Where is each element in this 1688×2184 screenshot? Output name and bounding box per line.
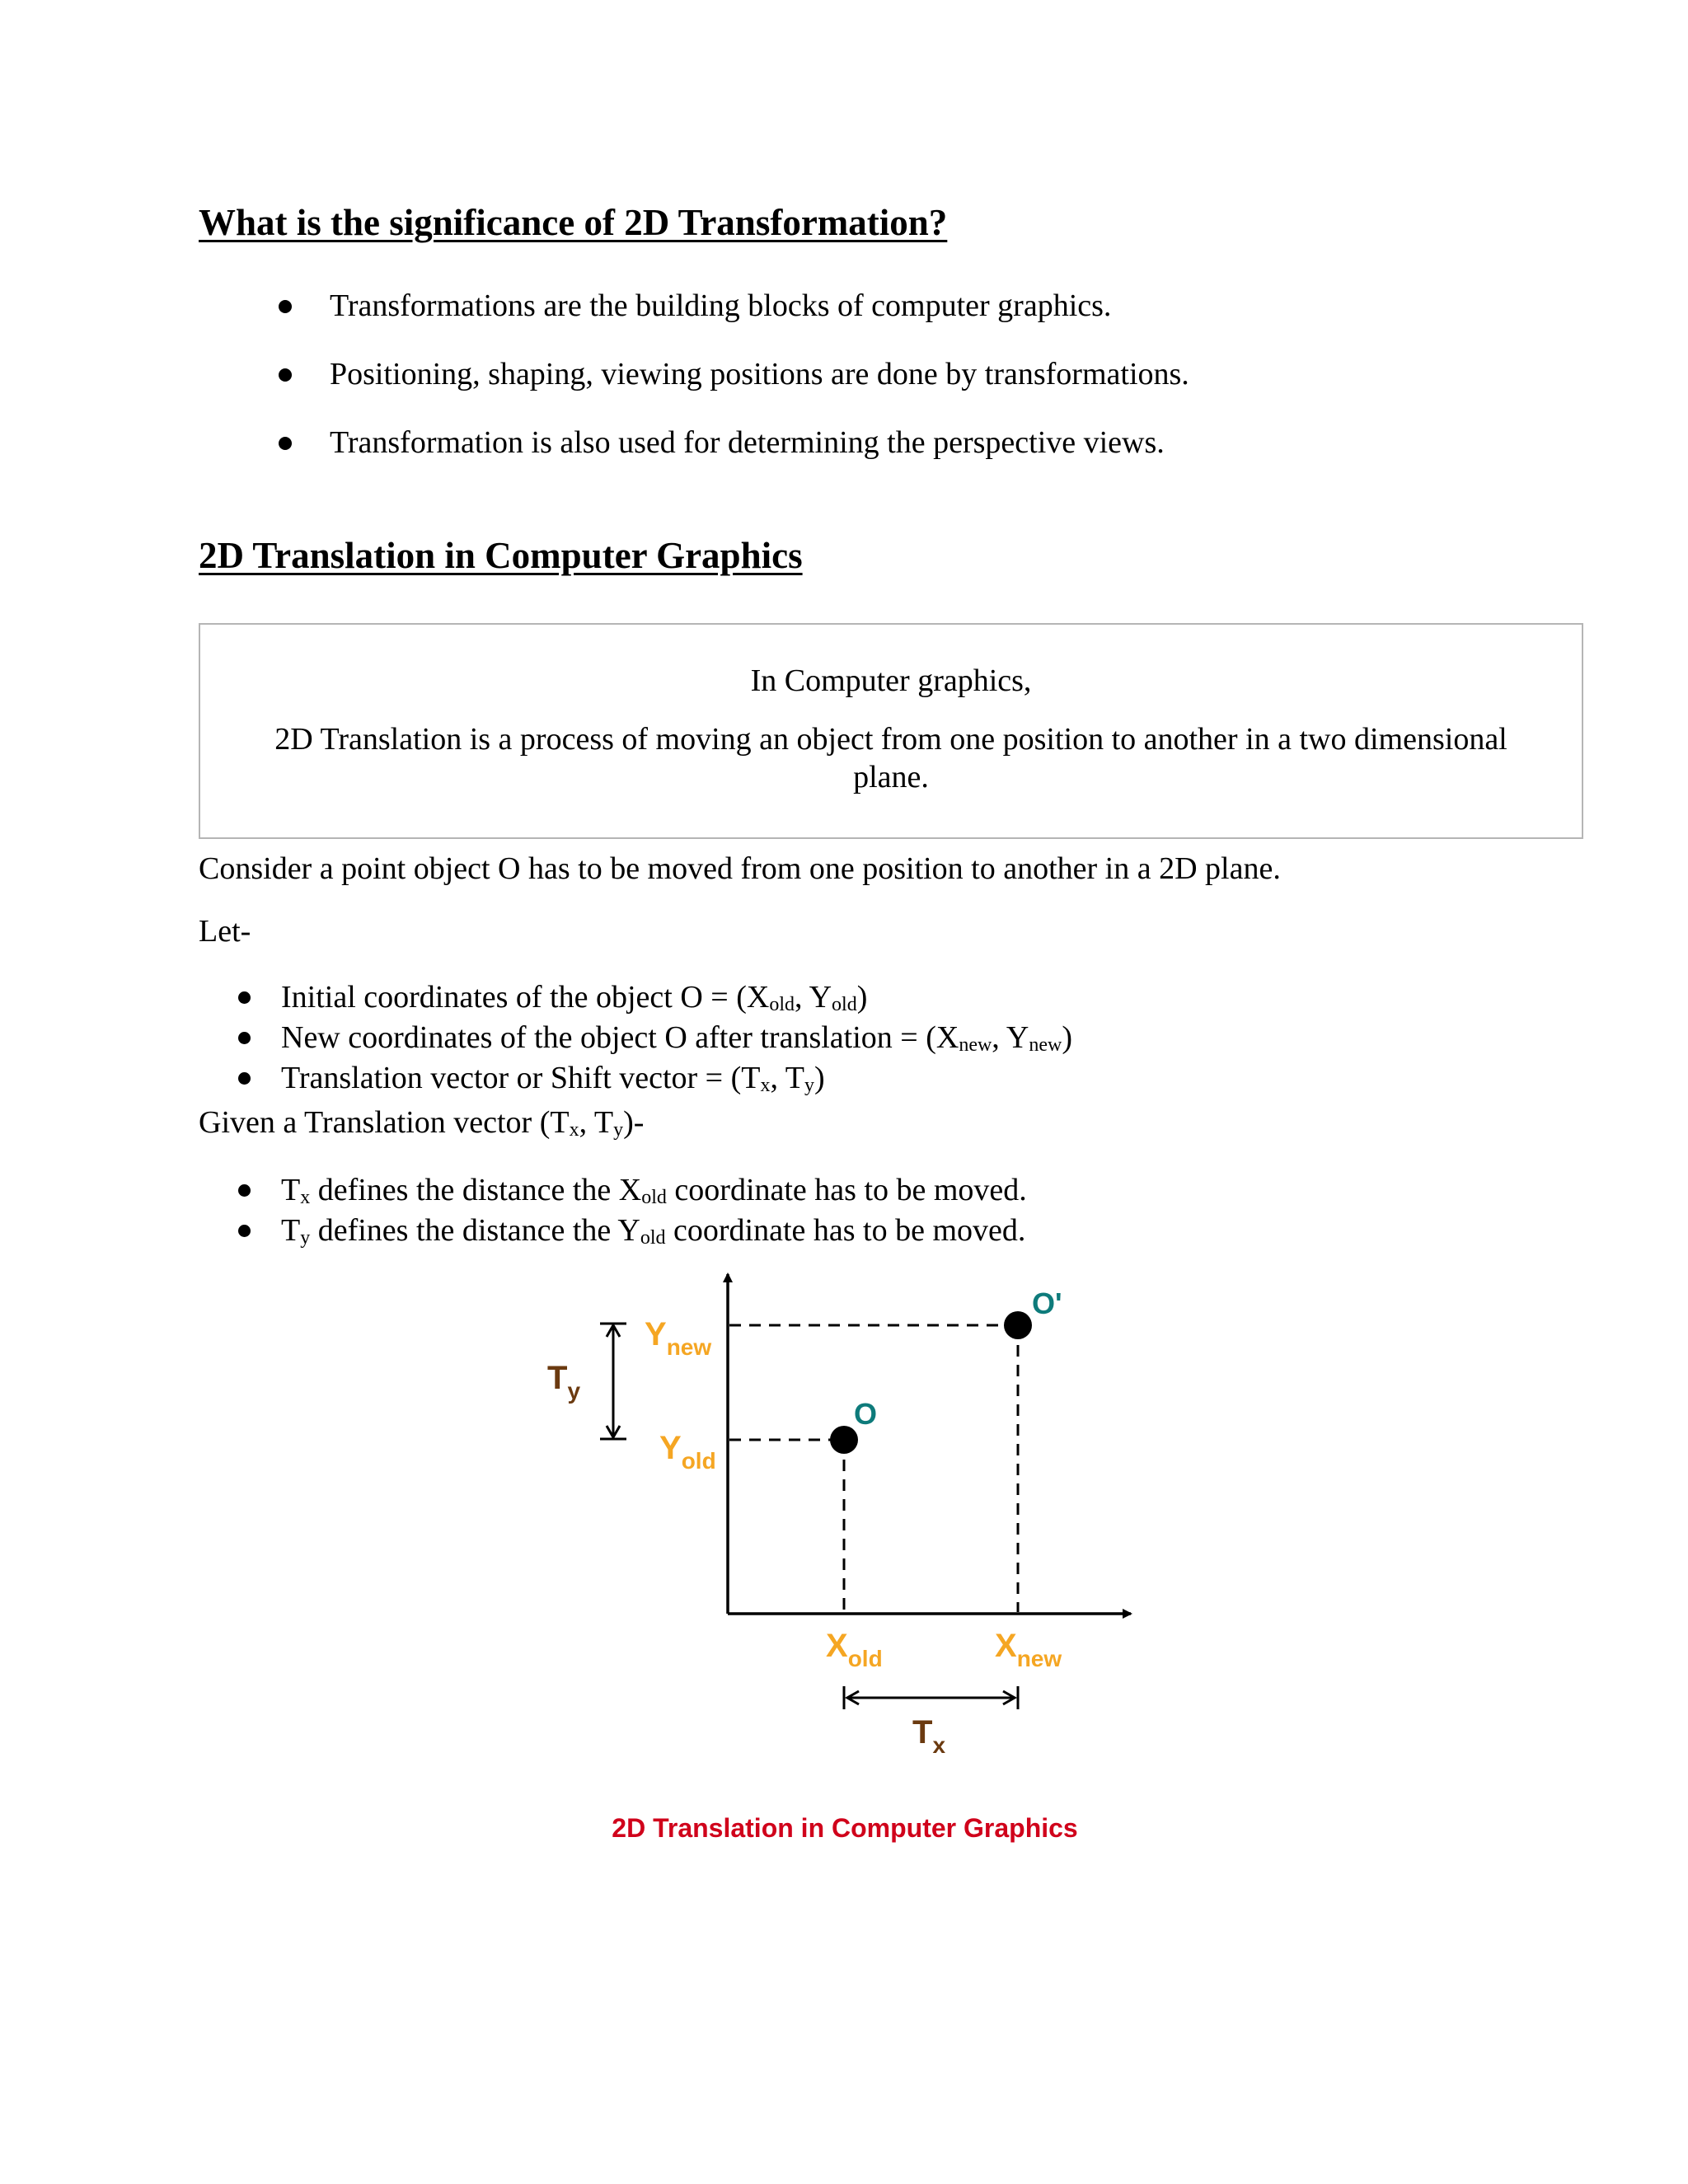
point-o-prime <box>1004 1311 1032 1339</box>
point-o-prime-label: O' <box>1032 1286 1062 1320</box>
definition-line2: 2D Translation is a process of moving an object from one position to another in a two dimensional plane. <box>274 722 1507 794</box>
definition-line1: In Computer graphics, <box>750 663 1032 698</box>
list-item-text: Positioning, shaping, viewing positions are done by transformations. <box>330 357 1189 391</box>
translation-heading: 2D Translation in Computer Graphics <box>199 535 803 576</box>
y-new-label: Ynew <box>645 1316 712 1360</box>
list-item-text: Transformations are the building blocks of computer graphics. <box>330 288 1112 323</box>
x-old-label: Xold <box>826 1628 883 1671</box>
x-new-label: Xnew <box>995 1628 1062 1671</box>
let-label: Let- <box>199 914 251 949</box>
ty-label: Ty <box>547 1360 581 1404</box>
list-item-text: Transformation is also used for determining the perspective views. <box>330 425 1165 460</box>
list-item: $T_y$ defines the distance the $Y_{old}$ coordinate has to be moved. <box>199 1211 1027 1251</box>
tx-label: Tx <box>912 1714 946 1758</box>
y-old-label: Yold <box>659 1430 716 1474</box>
consider-paragraph: Consider a point object O has to be moved from one position to another in a 2D plane. <box>199 851 1281 886</box>
list-item: Translation vector or Shift vector = ($T_x$, $T_y$) <box>199 1058 1072 1099</box>
list-item: New coordinates of the object O after translation = ($X_{new}$, $Y_{new}$) <box>199 1018 1072 1058</box>
point-o-label: O <box>854 1397 878 1431</box>
diagram-caption: 2D Translation in Computer Graphics <box>612 1813 1078 1843</box>
given-paragraph: Given a Translation vector ($T_x$, $T_y)-$ <box>199 1105 645 1141</box>
list-item: $T_x$ defines the distance the $X_{old}$ coordinate has to be moved. <box>199 1170 1027 1211</box>
list-item: Initial coordinates of the object $O = (X_{old}$, $Y_{old}$) <box>199 977 1072 1018</box>
significance-heading: What is the significance of 2D Transformation? <box>199 202 948 243</box>
